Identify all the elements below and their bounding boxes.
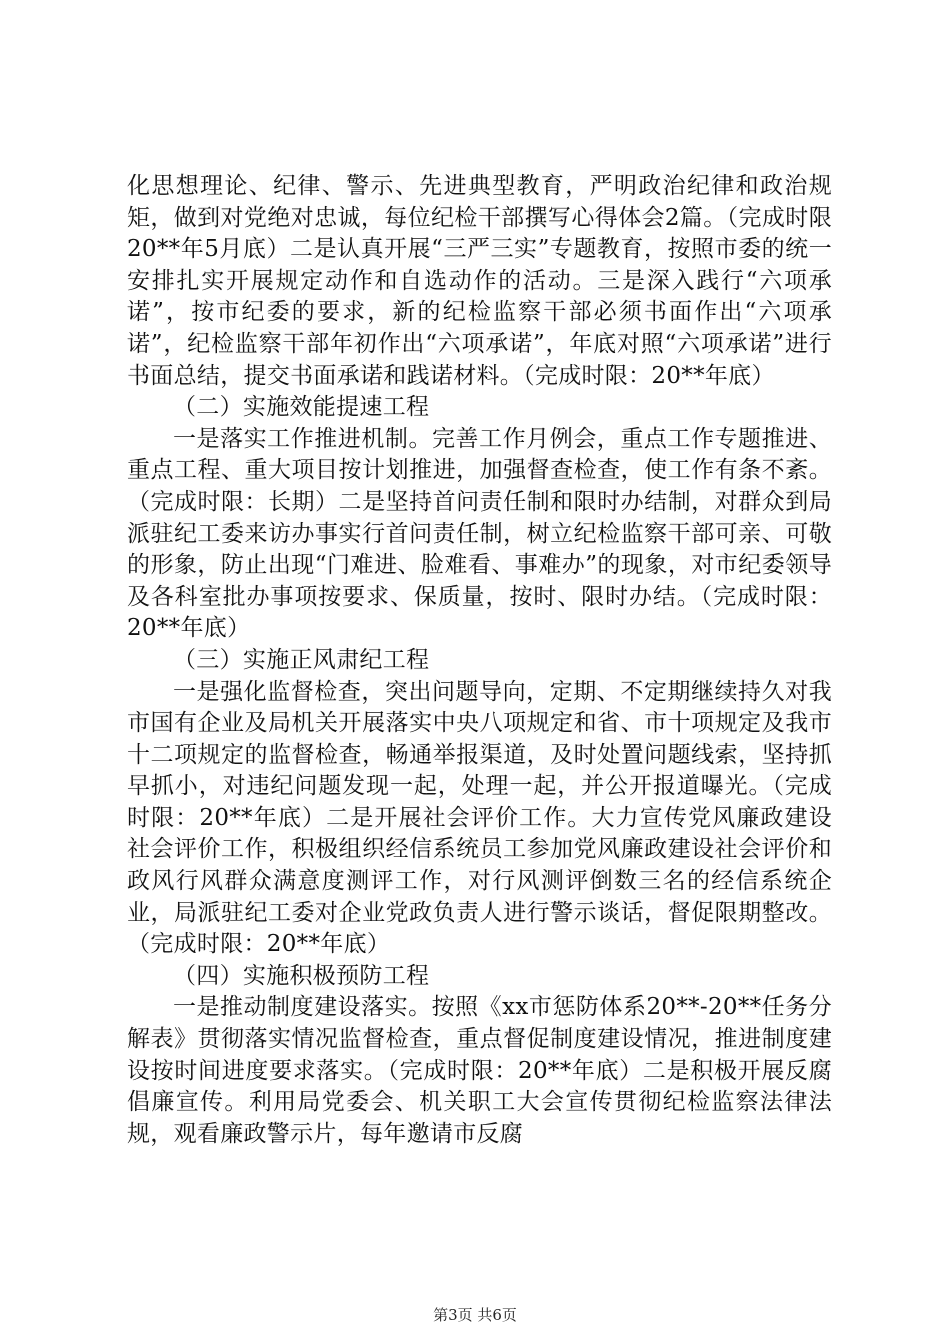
section-heading-2: （二）实施效能提速工程 xyxy=(173,394,430,421)
paragraph-discipline: 一是强化监督检查，突出问题导向，定期、不定期继续持久对我市国有企业及局机关开展落实中央八项规定和省、市十项规定及我市十二项规定的监督检查，畅通举报渠道，及时处置问题线索，坚持抓早抓小，对违纪问题发现一起，处理一起，并公开报道曝光。（完成时限：20**年底）二是开展社会评价工作。大力宣传党风廉政建设社会评价工作，积极组织经信系统员工参加党风廉政建设社会评价和政风行风群众满意度测评工作，对行风测评倒数三名的经信系统企业，局派驻纪工委对企业党政负责人进行警示谈话，督促限期整改。（完成时限：20**年底） xyxy=(127,678,832,958)
paragraph-continuation: 化思想理论、纪律、警示、先进典型教育，严明政治纪律和政治规矩，做到对党绝对忠诚，每位纪检干部撰写心得体会2篇。（完成时限20**年5月底）二是认真开展“三严三实”专题教育，按照市委的统一安排扎实开展规定动作和自选动作的活动。三是深入践行“六项承诺”，按市纪委的要求，新的纪检监察干部必须书面作出“六项承诺”，纪检监察干部年初作出“六项承诺”，年底对照“六项承诺”进行书面总结，提交书面承诺和践诺材料。（完成时限：20**年底） xyxy=(127,173,832,389)
paragraph-prevention: 一是推动制度建设落实。按照《xx市惩防体系20**-20**任务分解表》贯彻落实情况监督检查，重点督促制度建设情况，推进制度建设按时间进度要求落实。（完成时限：20**年底）二是积极开展反腐倡廉宣传。利用局党委会、机关职工大会宣传贯彻纪检监察法律法规，观看廉政警示片，每年邀请市反腐 xyxy=(127,994,832,1147)
document-body xyxy=(127,171,832,1150)
section-heading-4: （四）实施积极预防工程 xyxy=(173,962,430,989)
page-number: 第3页 共6页 xyxy=(433,1306,517,1324)
section-heading-3: （三）实施正风肃纪工程 xyxy=(173,646,430,673)
paragraph-efficiency: 一是落实工作推进机制。完善工作月例会，重点工作专题推进、重点工程、重大项目按计划推进，加强督查检查，使工作有条不紊。（完成时限：长期）二是坚持首问责任制和限时办结制，对群众到局派驻纪工委来访办事实行首问责任制，树立纪检监察干部可亲、可敬的形象，防止出现“门难进、脸难看、事难办”的现象，对市纪委领导及各科室批办事项按要求、保质量，按时、限时办结。（完成时限：20**年底） xyxy=(127,425,832,642)
